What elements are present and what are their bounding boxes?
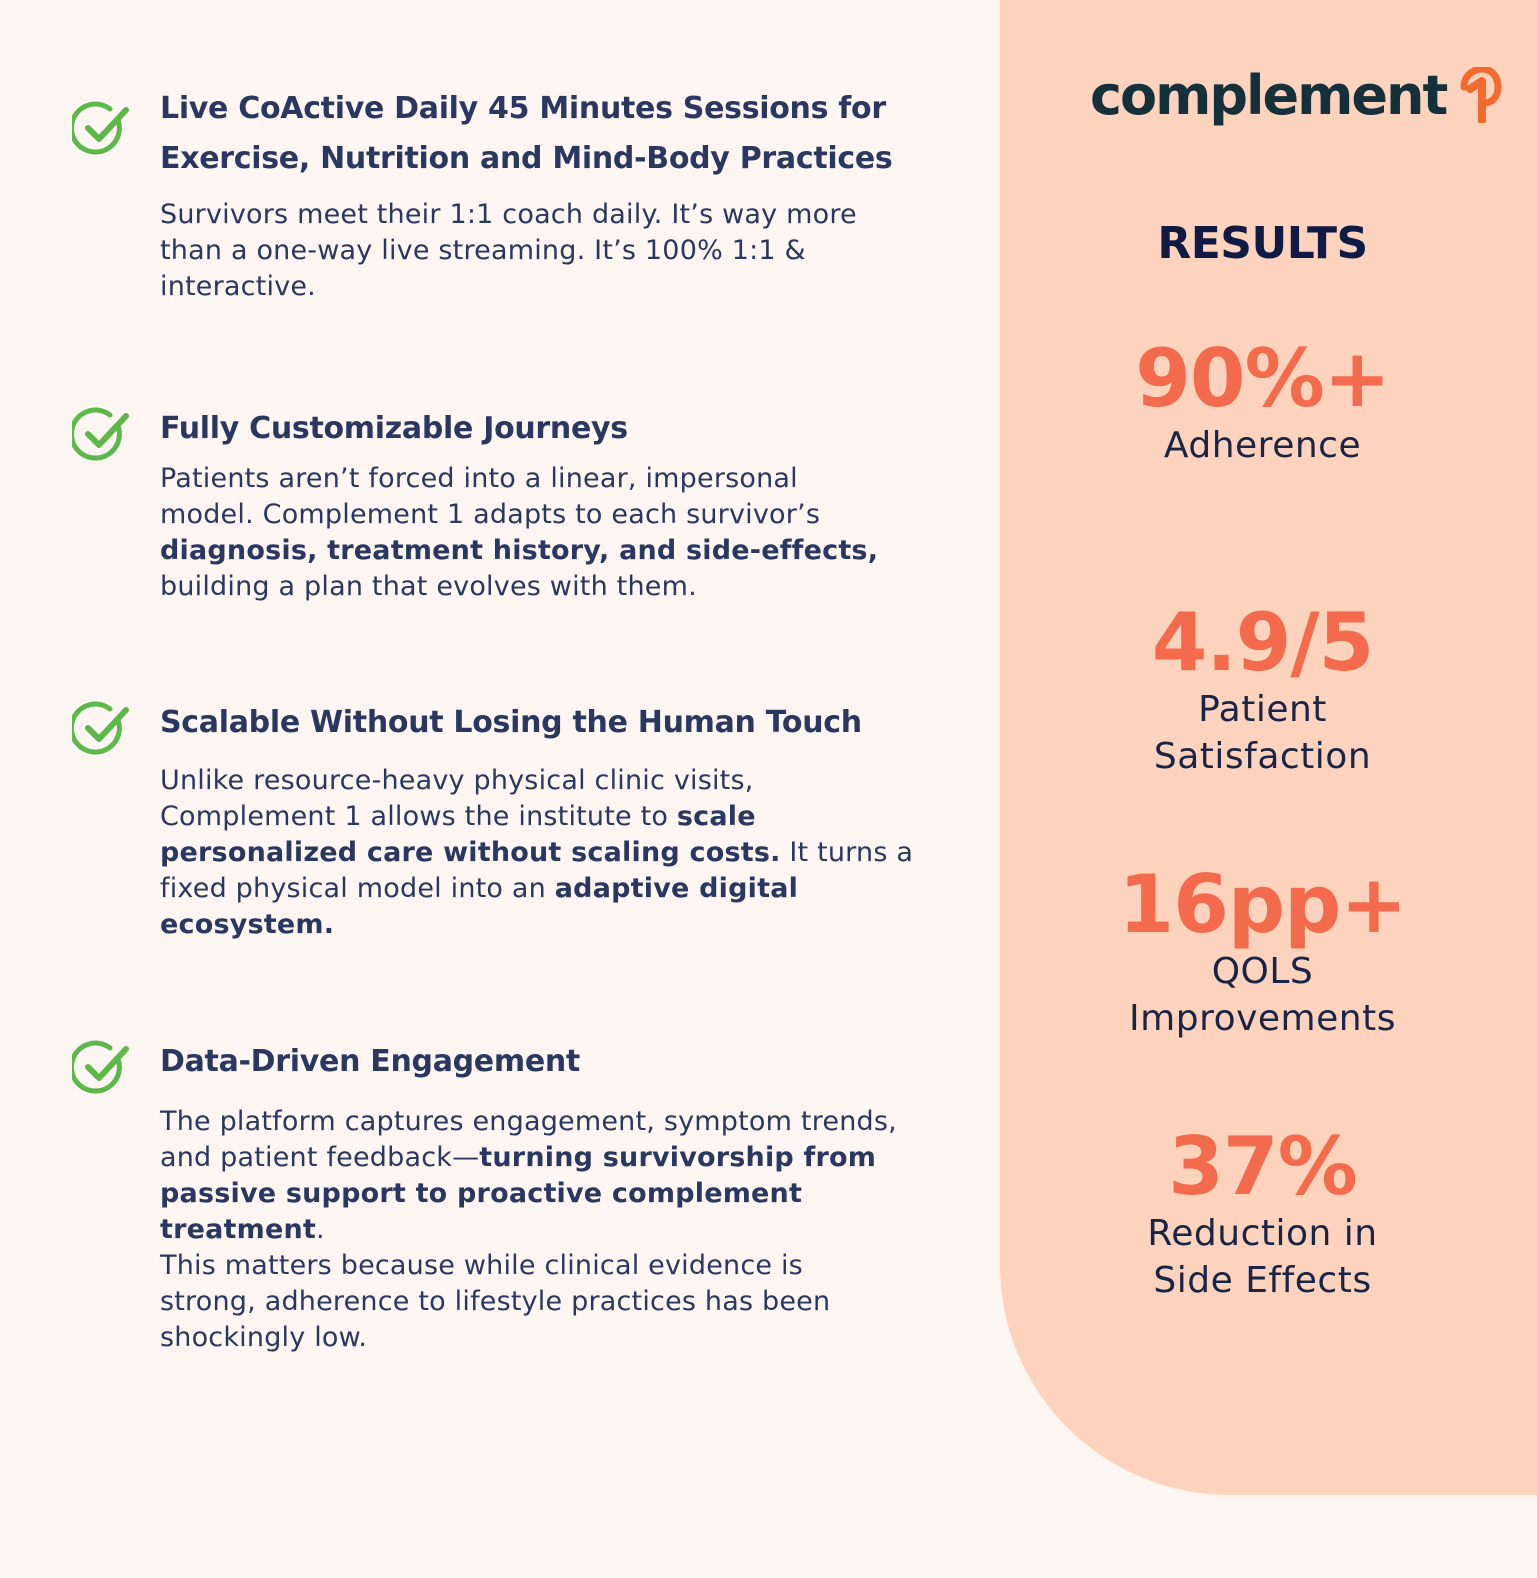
feature-title-line: Exercise, Nutrition and Mind-Body Practices (160, 141, 893, 176)
logo-wordmark: complement (1090, 63, 1447, 127)
feature-description (160, 461, 880, 605)
feature-title: Data-Driven Engagement (160, 1044, 580, 1079)
feature-description: Survivors meet their 1:1 coach daily. It’s way more than a one-way live streaming. It’s 100% 1:1 & interactive. (160, 199, 857, 302)
feature-description (160, 1104, 900, 1356)
body-text: Patients aren’t forced into a linear, impersonal model. Complement 1 adapts to each survivor’s (160, 463, 821, 530)
body-text: . (316, 1214, 325, 1245)
feature-title: Fully Customizable Journeys (160, 411, 628, 446)
body-emphasis: scale personalized care without scaling costs. (160, 801, 781, 868)
check-circle-icon (72, 700, 130, 758)
feature-description (160, 763, 920, 943)
body-emphasis: turning survivorship from passive support to proactive complement treatment (160, 1142, 877, 1245)
check-circle-icon (72, 1039, 130, 1097)
stat-qols (1000, 858, 1525, 1042)
stat-value: 90%+ (1135, 332, 1390, 425)
body-text: building a plan that evolves with them. (160, 571, 697, 602)
feature-title: Scalable Without Losing the Human Touch (160, 705, 862, 740)
stat-side-effects (1000, 1120, 1525, 1304)
brand-logo (1090, 55, 1502, 135)
stat-label: Satisfaction (1153, 736, 1372, 777)
complement-logo-mark-icon (1458, 67, 1502, 123)
results-heading: RESULTS (1157, 218, 1368, 269)
body-text: Unlike resource-heavy physical clinic visits, Complement 1 allows the institute to (160, 765, 754, 832)
check-circle-icon (72, 100, 130, 158)
stat-label: Adherence (1163, 425, 1362, 466)
body-text: The platform captures engagement, symptom trends, and patient feedback— (160, 1106, 897, 1173)
body-emphasis: adaptive digital ecosystem. (160, 873, 799, 940)
body-text: This matters because while clinical evidence is strong, adherence to lifestyle practices has been shockingly low. (160, 1250, 831, 1353)
feature-title (160, 84, 950, 184)
stat-value: 16pp+ (1118, 858, 1407, 951)
stat-label: Side Effects (1153, 1260, 1372, 1301)
body-emphasis: diagnosis, treatment history, and side-effects, (160, 535, 879, 566)
body-text: It turns a fixed physical model into an (160, 837, 914, 904)
stat-value: 37% (1168, 1120, 1357, 1213)
check-circle-icon (72, 406, 130, 464)
stat-value: 4.9/5 (1151, 596, 1374, 689)
stat-satisfaction (1000, 596, 1525, 780)
stat-label: QOLS (1211, 951, 1314, 992)
stat-label: Reduction in (1147, 1213, 1378, 1254)
stat-label: Patient (1198, 689, 1327, 730)
results-panel (1000, 0, 1537, 1495)
stat-label: Improvements (1129, 998, 1396, 1039)
stat-adherence (1000, 332, 1525, 469)
feature-title-line: Live CoActive Daily 45 Minutes Sessions for (160, 91, 886, 126)
